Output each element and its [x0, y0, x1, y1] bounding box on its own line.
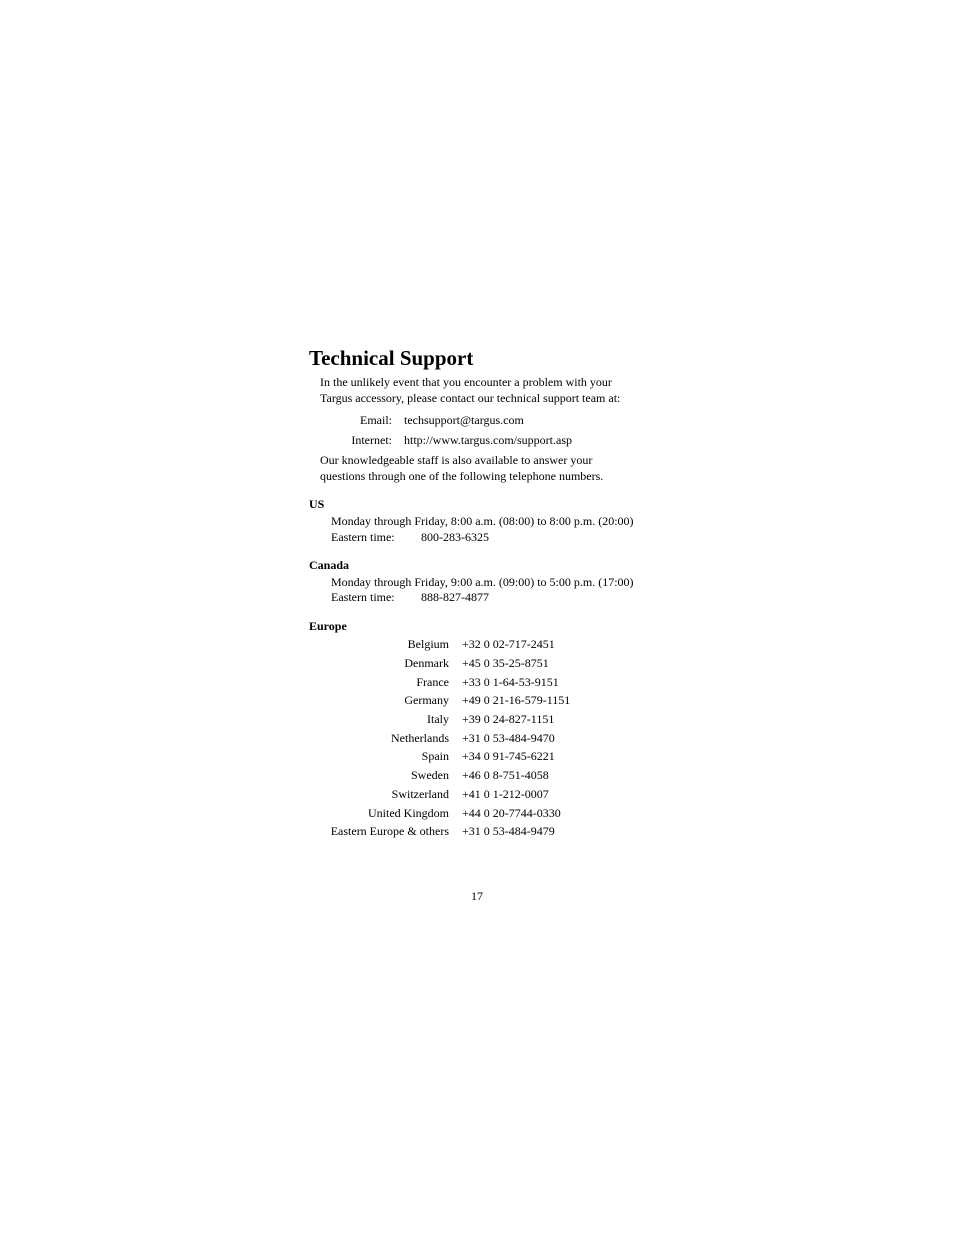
us-time-label: Eastern time: — [331, 530, 395, 544]
country-phone: +46 0 8-751-4058 — [462, 768, 549, 782]
staff-line-2: questions through one of the following telephone numbers. — [320, 469, 604, 483]
page-title: Technical Support — [309, 346, 474, 370]
country-phone: +44 0 20-7744-0330 — [462, 806, 561, 820]
country-phone: +33 0 1-64-53-9151 — [462, 675, 559, 689]
europe-row — [0, 805, 954, 824]
email-label: Email: — [360, 413, 392, 427]
country-name: France — [416, 675, 449, 689]
country-name: Sweden — [411, 768, 449, 782]
intro-line-2: Targus accessory, please contact our technical support team at: — [320, 391, 621, 405]
europe-row — [0, 730, 954, 749]
country-name: Eastern Europe & others — [330, 824, 449, 838]
europe-row — [0, 748, 954, 767]
country-name: Spain — [421, 749, 449, 763]
country-phone: +49 0 21-16-579-1151 — [462, 693, 571, 707]
staff-line-1: Our knowledgeable staff is also available to answer your — [320, 453, 593, 467]
us-phone: 800-283-6325 — [421, 530, 489, 544]
europe-row — [0, 767, 954, 786]
europe-row — [0, 674, 954, 693]
us-hours: Monday through Friday, 8:00 a.m. (08:00) to 8:00 p.m. (20:00) — [331, 514, 634, 528]
staff-paragraph — [320, 452, 603, 484]
intro-line-1: In the unlikely event that you encounter a problem with your — [320, 375, 612, 389]
canada-heading: Canada — [309, 558, 350, 572]
country-name: Denmark — [404, 656, 449, 670]
europe-row — [0, 636, 954, 655]
country-phone: +41 0 1-212-0007 — [462, 787, 549, 801]
europe-heading: Europe — [309, 619, 347, 633]
europe-row — [0, 655, 954, 674]
internet-label: Internet: — [351, 433, 392, 447]
europe-row — [0, 786, 954, 805]
europe-row — [0, 823, 954, 842]
country-name: Switzerland — [391, 787, 449, 801]
country-phone: +39 0 24-827-1151 — [462, 712, 555, 726]
country-name: United Kingdom — [368, 806, 449, 820]
email-link[interactable]: techsupport@targus.com — [404, 413, 524, 427]
intro-paragraph — [320, 374, 620, 406]
country-phone: +45 0 35-25-8751 — [462, 656, 549, 670]
country-name: Germany — [404, 693, 449, 707]
canada-hours: Monday through Friday, 9:00 a.m. (09:00) to 5:00 p.m. (17:00) — [331, 575, 634, 589]
country-name: Italy — [427, 712, 449, 726]
country-phone: +32 0 02-717-2451 — [462, 637, 555, 651]
country-name: Belgium — [407, 637, 449, 651]
canada-time-label: Eastern time: — [331, 590, 395, 604]
country-name: Netherlands — [391, 731, 449, 745]
canada-phone: 888-827-4877 — [421, 590, 489, 604]
country-phone: +31 0 53-484-9479 — [462, 824, 555, 838]
us-heading: US — [309, 497, 325, 511]
europe-row — [0, 692, 954, 711]
internet-link[interactable]: http://www.targus.com/support.asp — [404, 433, 572, 447]
country-phone: +31 0 53-484-9470 — [462, 731, 555, 745]
country-phone: +34 0 91-745-6221 — [462, 749, 555, 763]
europe-row — [0, 711, 954, 730]
page-number: 17 — [471, 889, 483, 903]
